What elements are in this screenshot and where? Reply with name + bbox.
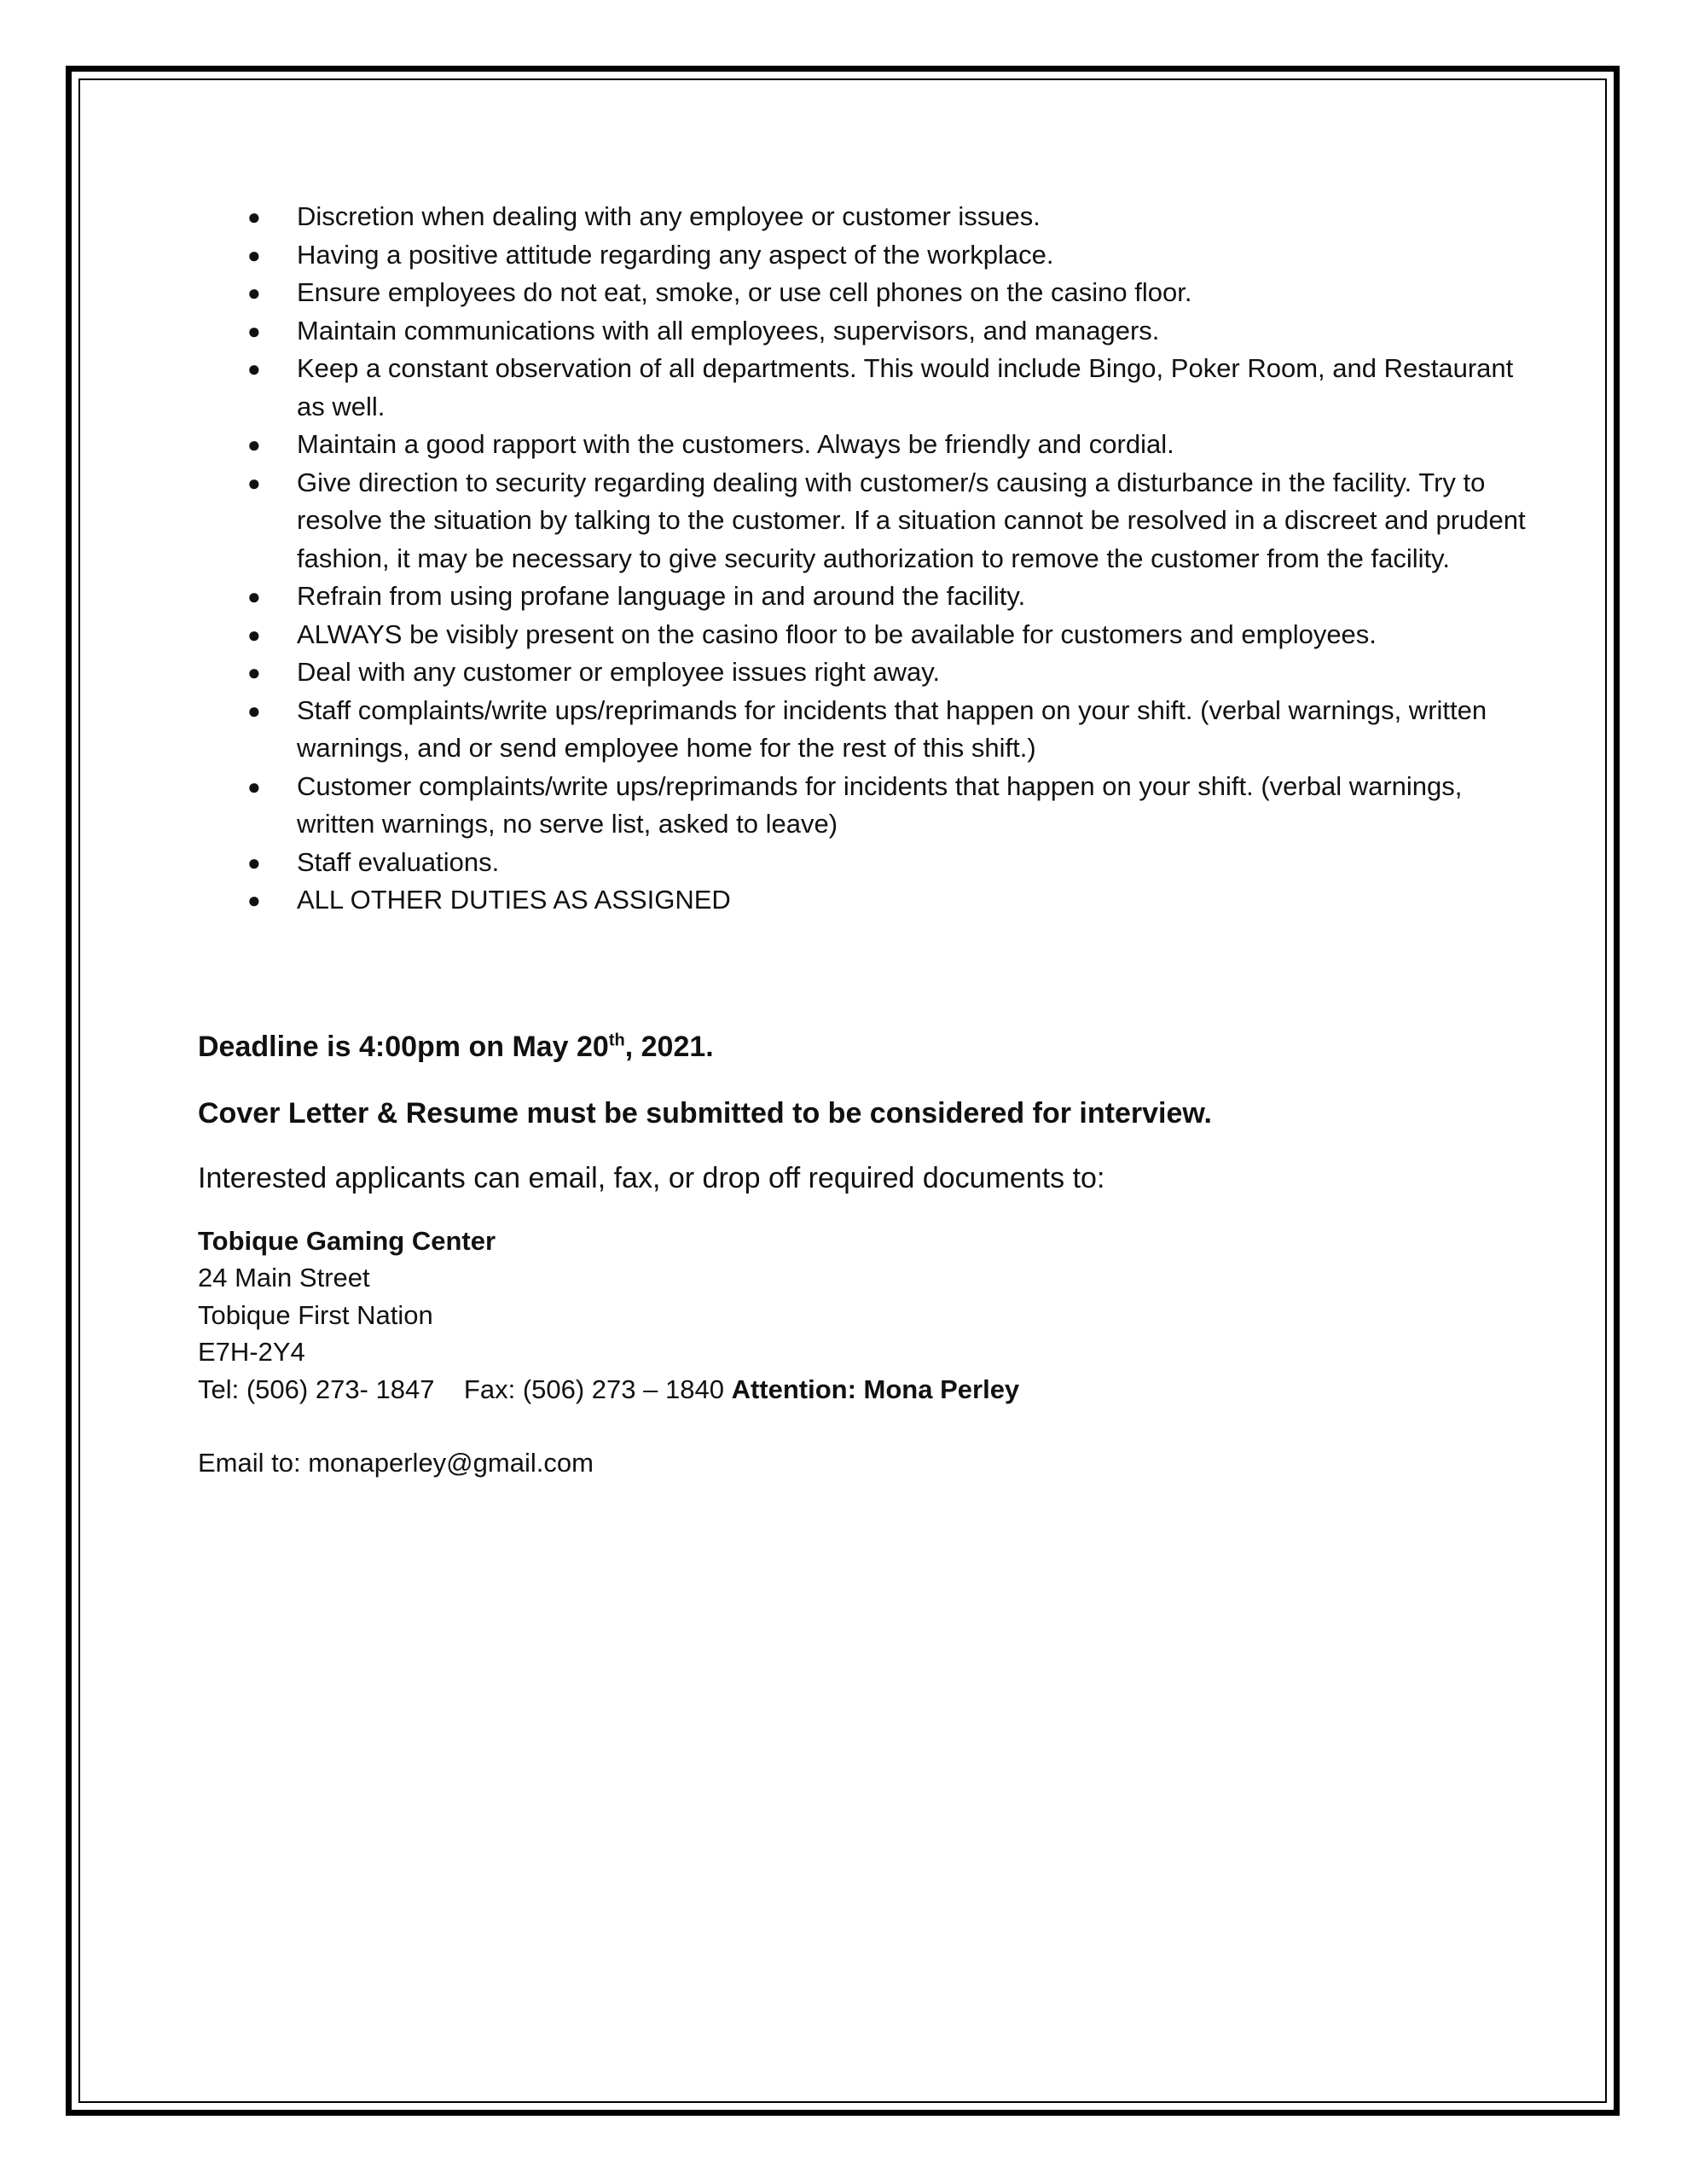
- bullet-icon: ●: [247, 204, 261, 229]
- instructions-text: Interested applicants can email, fax, or drop off required documents to:: [198, 1161, 1105, 1194]
- list-item-text: Staff evaluations.: [297, 846, 500, 877]
- list-item-text: Staff complaints/write ups/reprimands for incidents that happen on your shift. (verbal warnings, written warnings, and or send employee home for the rest of this shift.): [297, 694, 1487, 763]
- organization-name: Tobique Gaming Center: [198, 1225, 496, 1256]
- list-item-text: Ensure employees do not eat, smoke, or use cell phones on the casino floor.: [297, 277, 1192, 307]
- list-item: [198, 464, 1528, 578]
- deadline-ordinal-suffix: th: [608, 1031, 625, 1050]
- bullet-icon: ●: [247, 659, 261, 685]
- list-item: [198, 236, 1528, 275]
- list-item: [198, 350, 1528, 426]
- bullet-icon: ●: [247, 773, 261, 799]
- deadline-notice: [198, 1026, 1528, 1067]
- list-item-text: Discretion when dealing with any employee or customer issues.: [297, 201, 1041, 231]
- duties-list: [198, 198, 1528, 920]
- list-item-text: Deal with any customer or employee issues right away.: [297, 657, 941, 687]
- list-item-text: Give direction to security regarding dealing with customer/s causing a disturbance in the facility. Try to resolve the situation by talking to the customer. If a situation cannot be resolved in a discreet and prudent fashion, it may be necessary to give security authorization to remove the customer from the facility.: [297, 467, 1526, 573]
- list-item: [198, 198, 1528, 236]
- list-item-text: Keep a constant observation of all departments. This would include Bingo, Poker Room, and Restaurant as well.: [297, 353, 1514, 421]
- document-body: [198, 198, 1528, 1482]
- bullet-icon: ●: [247, 849, 261, 875]
- bullet-icon: ●: [247, 697, 261, 723]
- bullet-icon: ●: [247, 621, 261, 648]
- email-line: Email to: monaperley@gmail.com: [198, 1448, 594, 1478]
- list-item: [198, 312, 1528, 351]
- list-item: [198, 653, 1528, 692]
- bullet-icon: ●: [247, 280, 261, 305]
- bullet-icon: ●: [247, 241, 261, 268]
- postal-code: E7H-2Y4: [198, 1337, 305, 1367]
- list-item: [198, 692, 1528, 768]
- deadline-suffix: , 2021.: [624, 1030, 714, 1063]
- list-item-text: Maintain communications with all employees, supervisors, and managers.: [297, 315, 1160, 346]
- bullet-icon: ●: [247, 356, 261, 381]
- attention-contact: Attention: Mona Perley: [731, 1374, 1020, 1404]
- bullet-icon: ●: [247, 887, 261, 913]
- bullet-icon: ●: [247, 584, 261, 609]
- list-item-text: ALL OTHER DUTIES AS ASSIGNED: [297, 885, 731, 915]
- fax-number: Fax: (506) 273 – 1840: [463, 1374, 724, 1404]
- list-item-text: Maintain a good rapport with the customers. Always be friendly and cordial.: [297, 429, 1174, 459]
- list-item: [198, 881, 1528, 920]
- list-item-text: ALWAYS be visibly present on the casino floor to be available for customers and employees.: [297, 619, 1377, 649]
- list-item: [198, 768, 1528, 844]
- list-item-text: Refrain from using profane language in and around the facility.: [297, 581, 1026, 611]
- list-item: [198, 578, 1528, 616]
- phone-fax-line: [198, 1371, 1528, 1409]
- list-item: [198, 616, 1528, 654]
- cover-letter-note: Cover Letter & Resume must be submitted to be considered for interview.: [198, 1096, 1212, 1130]
- list-item-text: Having a positive attitude regarding any aspect of the workplace.: [297, 239, 1054, 270]
- deadline-prefix: Deadline is 4:00pm on May 20: [198, 1030, 609, 1063]
- contact-address: [198, 1223, 1528, 1409]
- bullet-icon: ●: [247, 317, 261, 344]
- bullet-icon: ●: [247, 469, 261, 496]
- list-item: [198, 426, 1528, 464]
- list-item: [198, 844, 1528, 882]
- community-name: Tobique First Nation: [198, 1299, 433, 1330]
- street-address: 24 Main Street: [198, 1263, 370, 1292]
- list-item: [198, 274, 1528, 312]
- bullet-icon: ●: [247, 432, 261, 457]
- telephone: Tel: (506) 273- 1847: [198, 1374, 435, 1404]
- list-item-text: Customer complaints/write ups/reprimands for incidents that happen on your shift. (verbal warnings, written warnings, no serve list, asked to leave): [297, 770, 1463, 839]
